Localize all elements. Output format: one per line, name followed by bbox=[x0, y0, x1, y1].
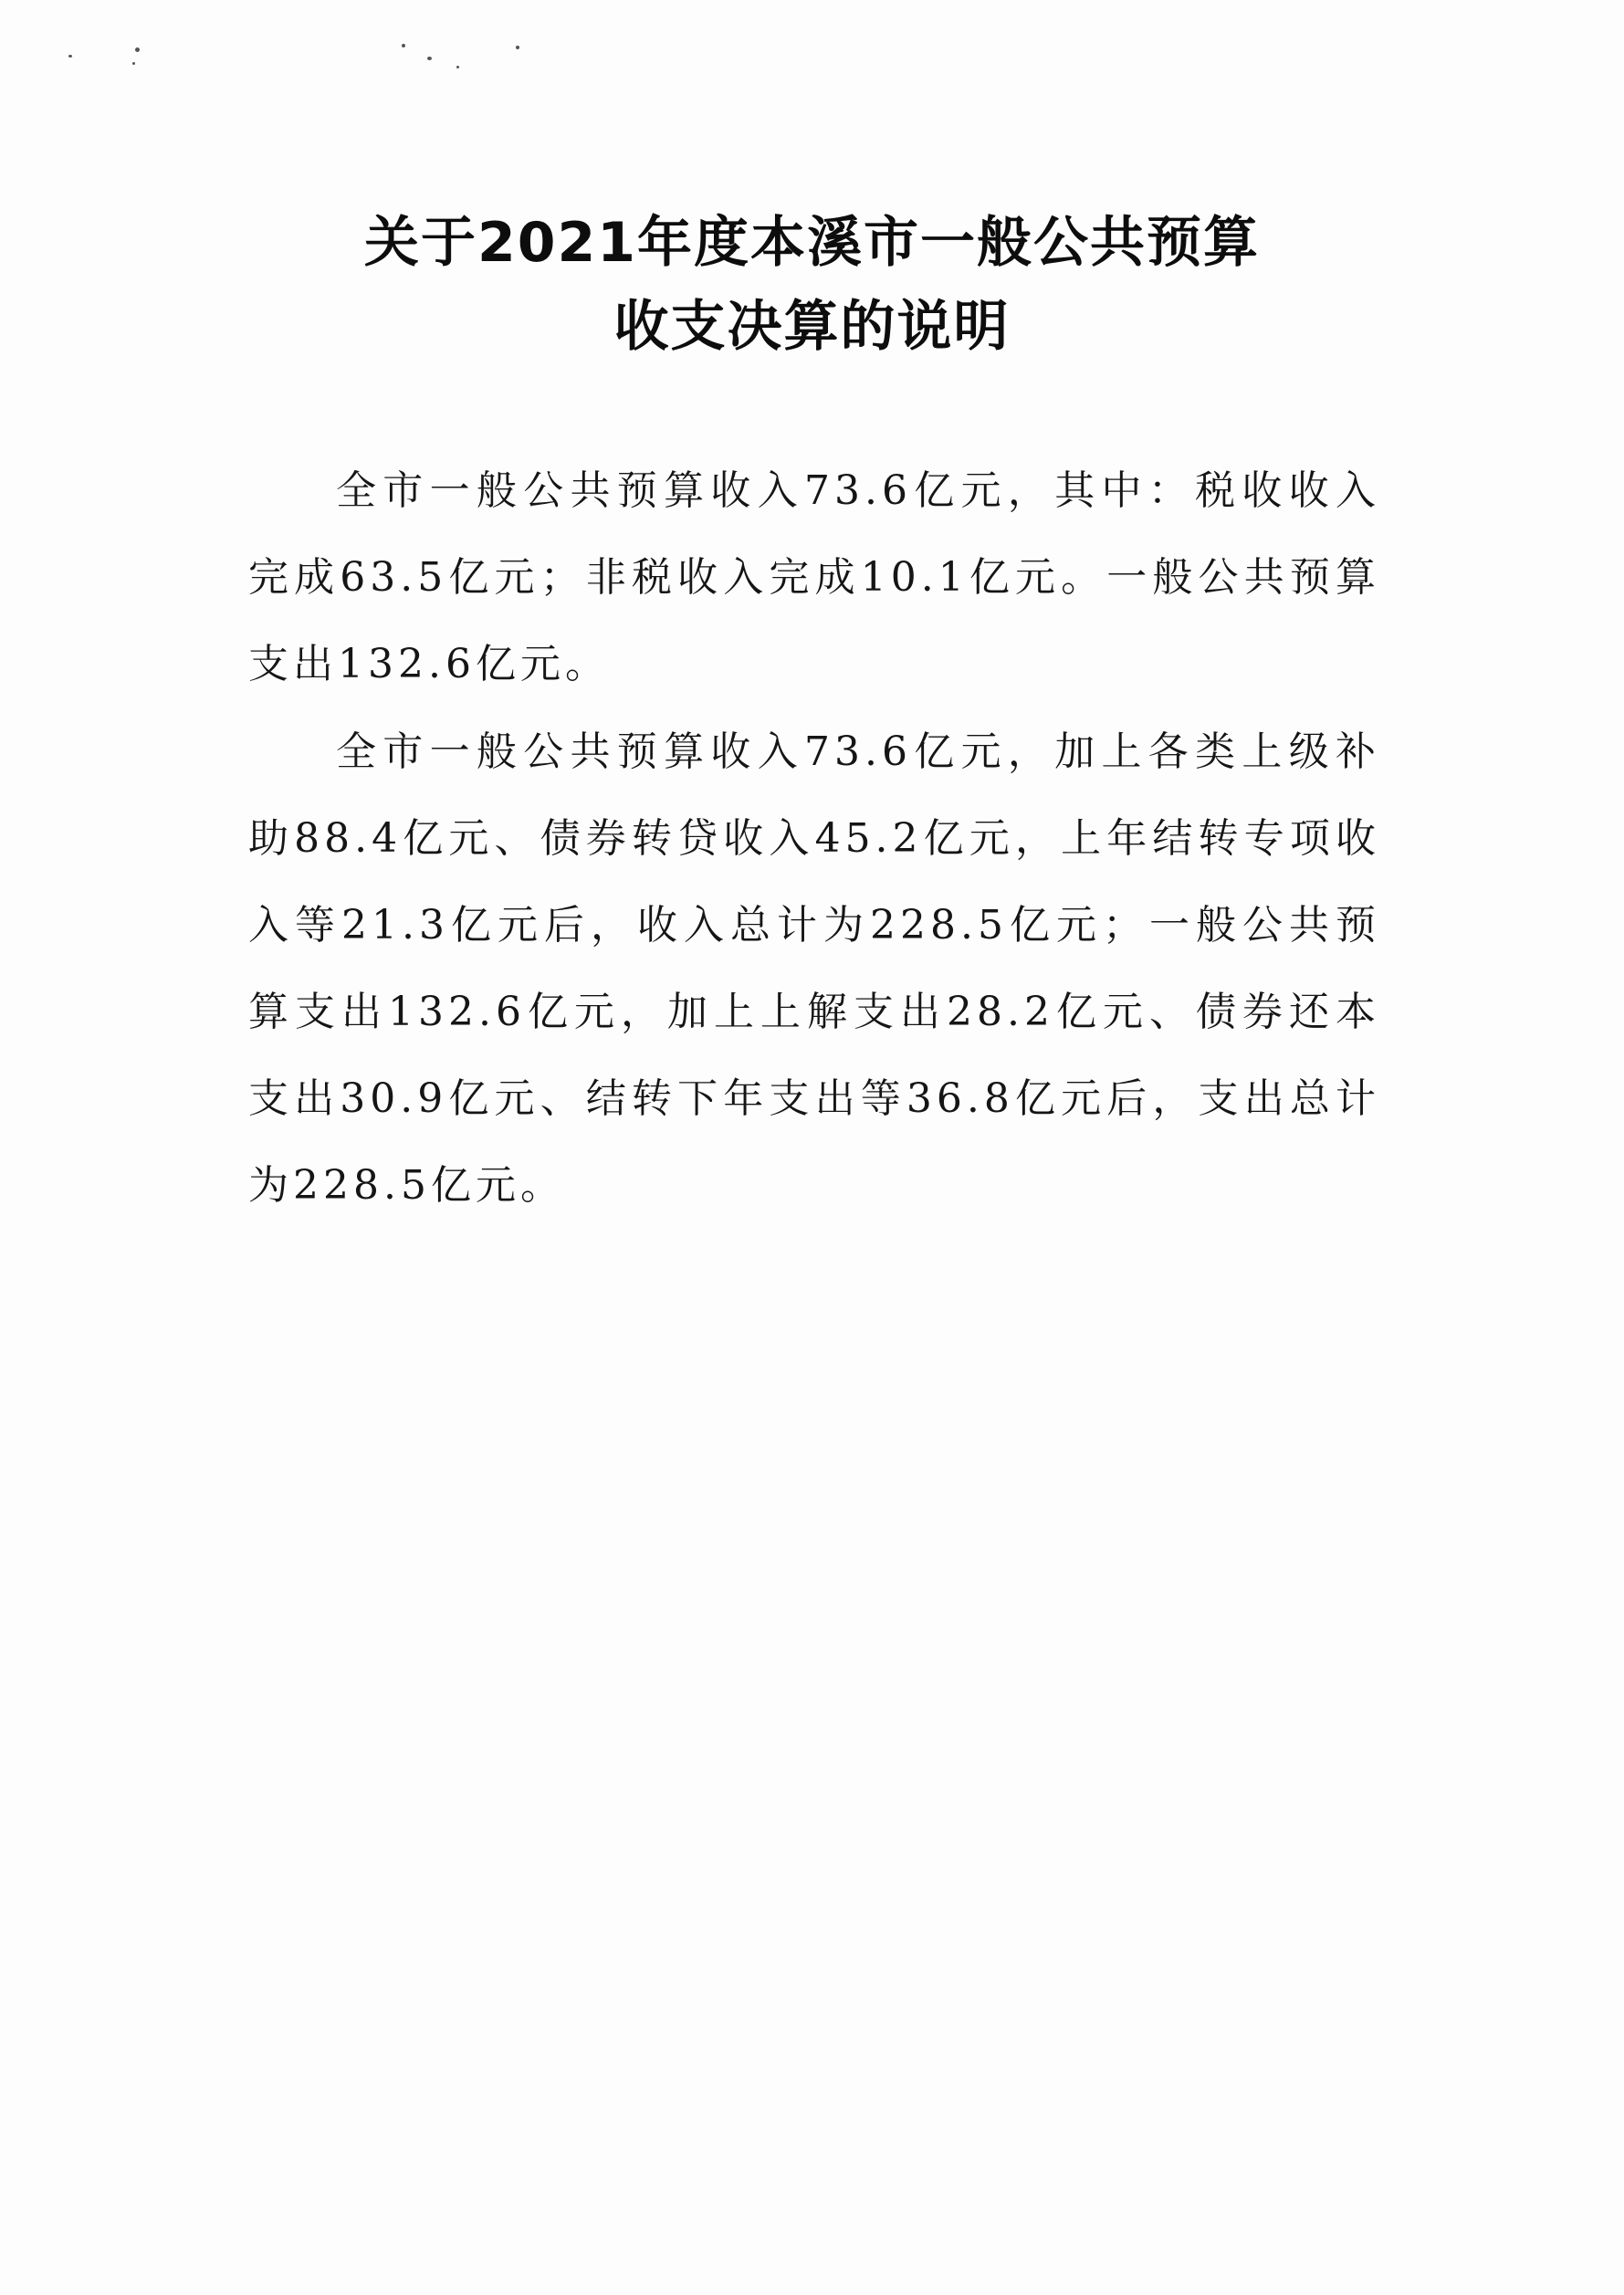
paragraph-totals: 全市一般公共预算收入73.6亿元，加上各类上级补助88.4亿元、债券转贷收入45.2亿元，上年结转专项收入等21.3亿元后，收入总计为228.5亿元；一般公共预算支出132.6亿元，加上上解支出28.2亿元、债券还本支出30.9亿元、结转下年支出等36.8亿元后，支出总计为228.5亿元。 bbox=[248, 728, 1380, 1209]
scan-speck bbox=[516, 46, 519, 49]
scan-speck bbox=[68, 55, 72, 58]
scan-speck bbox=[456, 66, 459, 68]
scan-speck bbox=[135, 47, 140, 52]
scan-speck bbox=[427, 57, 432, 60]
scan-speck bbox=[132, 62, 135, 65]
document-title-line1: 关于2021年度本溪市一般公共预算 bbox=[364, 211, 1260, 275]
document-title-line2: 收支决算的说明 bbox=[613, 295, 1011, 359]
scan-speck bbox=[402, 44, 405, 47]
paragraph-revenue-summary: 全市一般公共预算收入73.6亿元，其中：税收收入完成63.5亿元；非税收入完成10.1亿元。一般公共预算支出132.6亿元。 bbox=[248, 467, 1380, 687]
